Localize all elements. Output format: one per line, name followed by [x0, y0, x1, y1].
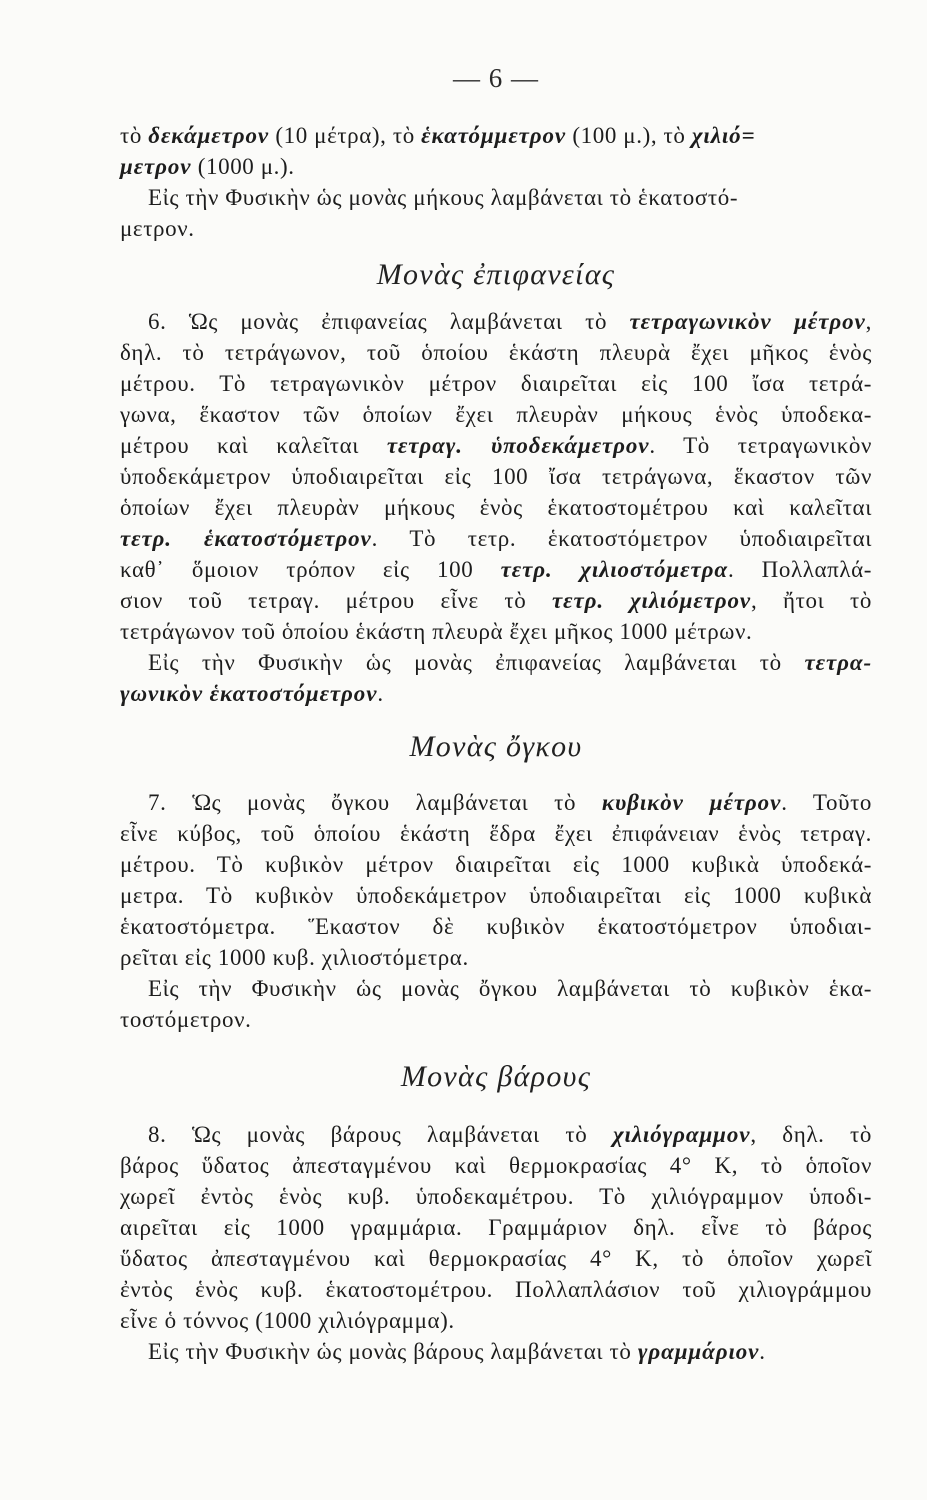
text-run: μετρα. Τὸ κυβικὸν ὑποδεκάμετρον ὑποδιαιρεῖται εἰς 1000 κυβικὰ — [120, 883, 872, 908]
text-line — [120, 306, 872, 337]
text-line — [120, 1212, 872, 1243]
paragraph-kilogram — [120, 1119, 872, 1336]
text-run: , — [865, 309, 872, 334]
text-run: μέτρου καὶ καλεῖται — [120, 433, 387, 458]
text-run: χωρεῖ ἐντὸς ἑνὸς κυβ. ὑποδεκαμέτρου. Τὸ χιλιόγραμμον ὑποδι- — [120, 1184, 872, 1209]
text-run: Εἰς τὴν Φυσικὴν ὡς μονὰς ὄγκου λαμβάνεται τὸ κυβικὸν ἑκα- — [148, 976, 872, 1001]
emphasized-term: τετρ. ἑκατοστόμετρον — [120, 526, 372, 551]
text-run: 6. Ὡς μονὰς ἐπιφανείας λαμβάνεται τὸ — [148, 309, 630, 334]
text-run: βάρος ὕδατος ἀπεσταγμένου καὶ θερμοκρασίας 4° Κ, τὸ ὁποῖον — [120, 1153, 872, 1178]
text-run: ὕδατος ἀπεσταγμένου καὶ θερμοκρασίας 4° Κ, τὸ ὁποῖον χωρεῖ — [120, 1246, 872, 1271]
text-line — [120, 337, 872, 368]
text-line — [120, 585, 872, 616]
text-run: μετρον. — [120, 216, 195, 241]
paragraph-square-meter — [120, 306, 872, 647]
text-line — [120, 182, 872, 213]
text-run: δηλ. τὸ τετράγωνον, τοῦ ὁποίου ἑκάστη πλευρὰ ἔχει μῆκος ἑνὸς — [120, 340, 872, 365]
emphasized-term: τετραγ. ὑποδεκάμετρον — [386, 433, 650, 458]
text-line — [120, 492, 872, 523]
text-run: . — [377, 681, 384, 706]
text-line — [120, 1181, 872, 1212]
text-run: καθ᾽ ὅμοιον τρόπον εἰς 100 — [120, 557, 501, 582]
text-line — [120, 1305, 872, 1336]
text-line — [120, 849, 872, 880]
text-run: τὸ — [120, 123, 149, 148]
text-line — [120, 1150, 872, 1181]
text-run: . Πολλαπλά- — [727, 557, 872, 582]
text-run: γωνα, ἕκαστον τῶν ὁποίων ἔχει πλευρὰν μήκους ἑνὸς ὑποδεκα- — [120, 402, 872, 427]
text-line — [120, 616, 872, 647]
text-line — [120, 942, 872, 973]
text-run: . Τὸ τετρ. ἑκατοστόμετρον ὑποδιαιρεῖται — [371, 526, 873, 551]
text-run: 7. Ὡς μονὰς ὄγκου λαμβάνεται τὸ — [148, 790, 602, 815]
text-run: 8. Ὡς μονὰς βάρους λαμβάνεται τὸ — [148, 1122, 613, 1147]
text-line — [120, 213, 872, 244]
text-run: Εἰς τὴν Φυσικὴν ὡς μονὰς μήκους λαμβάνεται τὸ ἑκατοστό- — [148, 185, 739, 210]
heading-weight-unit: Μονὰς βάρους — [400, 1060, 592, 1093]
text-line — [120, 554, 872, 585]
text-line — [120, 461, 872, 492]
text-line — [120, 523, 872, 554]
text-run: αιρεῖται εἰς 1000 γραμμάρια. Γραμμάριον δηλ. εἶνε τὸ βάρος — [120, 1215, 872, 1240]
text-run: ὑποδεκάμετρον ὑποδιαιρεῖται εἰς 100 ἴσα τετράγωνα, ἕκαστον τῶν — [120, 464, 872, 489]
heading-surface-unit: Μονὰς ἐπιφανείας — [376, 258, 616, 291]
text-line — [120, 368, 872, 399]
paragraph-physics-volume-unit — [120, 973, 872, 1035]
text-run: εἶνε ὁ τόννος (1000 χιλιόγραμμα). — [120, 1308, 455, 1333]
emphasized-term: χιλιόγραμμον — [612, 1122, 751, 1147]
text-run: Εἰς τὴν Φυσικὴν ὡς μονὰς ἐπιφανείας λαμβάνεται τὸ — [148, 650, 805, 675]
emphasized-term: δεκάμετρον — [148, 123, 269, 148]
emphasized-term: μετρον — [120, 154, 192, 179]
emphasized-term: τετρ. χιλιόμετρον — [552, 588, 752, 613]
text-line — [120, 973, 872, 1004]
text-run: τοστόμετρον. — [120, 1007, 252, 1032]
text-run: . — [759, 1339, 766, 1364]
emphasized-term: γωνικὸν ἑκατοστόμετρον — [120, 681, 378, 706]
text-line — [120, 430, 872, 461]
heading-volume-unit: Μονὰς ὄγκου — [409, 730, 583, 763]
text-run: μέτρου. Τὸ κυβικὸν μέτρον διαιρεῖται εἰς 1000 κυβικὰ ὑποδεκά- — [120, 852, 872, 877]
emphasized-term: κυβικὸν μέτρον — [601, 790, 782, 815]
paragraph-physics-weight-unit — [120, 1336, 872, 1367]
page-content — [120, 58, 872, 1367]
paragraph-physics-surface-unit — [120, 647, 872, 709]
paragraph-length-units-continued — [120, 120, 872, 182]
emphasized-term: τετρα- — [804, 650, 872, 675]
text-run: ἐντὸς ἑνὸς κυβ. ἑκατοστομέτρου. Πολλαπλάσιον τοῦ χιλιογράμμου — [120, 1277, 872, 1302]
text-line — [120, 647, 872, 678]
paragraph-cubic-meter — [120, 787, 872, 973]
text-line — [120, 818, 872, 849]
paragraph-physics-length-unit — [120, 182, 872, 244]
text-run: (10 μέτρα), τὸ — [268, 123, 422, 148]
text-run: τετράγωνον τοῦ ὁποίου ἑκάστη πλευρὰ ἔχει μῆκος 1000 μέτρων. — [120, 619, 753, 644]
text-run: (100 μ.), τὸ — [566, 123, 692, 148]
emphasized-term: τετρ. χιλιοστόμετρα — [500, 557, 728, 582]
text-line — [120, 678, 872, 709]
text-line — [120, 1336, 872, 1367]
text-line — [120, 1004, 872, 1035]
text-run: σιον τοῦ τετραγ. μέτρου εἶνε τὸ — [120, 588, 553, 613]
text-run: . Τοῦτο — [781, 790, 873, 815]
text-run: μέτρου. Τὸ τετραγωνικὸν μέτρον διαιρεῖται εἰς 100 ἴσα τετρά- — [120, 371, 872, 396]
text-run: (1000 μ.). — [191, 154, 295, 179]
emphasized-term: τετραγωνικὸν μέτρον — [629, 309, 866, 334]
text-run: Εἰς τὴν Φυσικὴν ὡς μονὰς βάρους λαμβάνεται τὸ — [148, 1339, 638, 1364]
text-line — [120, 880, 872, 911]
text-line — [120, 1274, 872, 1305]
text-run: εἶνε κύβος, τοῦ ὁποίου ἑκάστη ἕδρα ἔχει ἐπιφάνειαν ἑνὸς τετραγ. — [120, 821, 872, 846]
emphasized-term: γραμμάριον — [637, 1339, 760, 1364]
emphasized-term: ἑκατόμμετρον — [421, 123, 567, 148]
text-run: , δηλ. τὸ — [750, 1122, 872, 1147]
text-line — [120, 787, 872, 818]
text-line — [120, 1119, 872, 1150]
text-line — [120, 1243, 872, 1274]
text-run: ρεῖται εἰς 1000 κυβ. χιλιοστόμετρα. — [120, 945, 469, 970]
text-run: , ἤτοι τὸ — [751, 588, 872, 613]
text-run: . Τὸ τετραγωνικὸν — [649, 433, 872, 458]
text-run: ὁποίων ἔχει πλευρὰν μήκους ἑνὸς ἑκατοστομέτρου καὶ καλεῖται — [120, 495, 872, 520]
text-line — [120, 399, 872, 430]
text-line — [120, 151, 872, 182]
text-line — [120, 911, 872, 942]
text-run: ἑκατοστόμετρα. Ἕκαστον δὲ κυβικὸν ἑκατοστόμετρον ὑποδιαι- — [120, 914, 872, 939]
page-number: — 6 — — [453, 63, 539, 93]
emphasized-term: χιλιό= — [691, 123, 756, 148]
text-line — [120, 120, 872, 151]
